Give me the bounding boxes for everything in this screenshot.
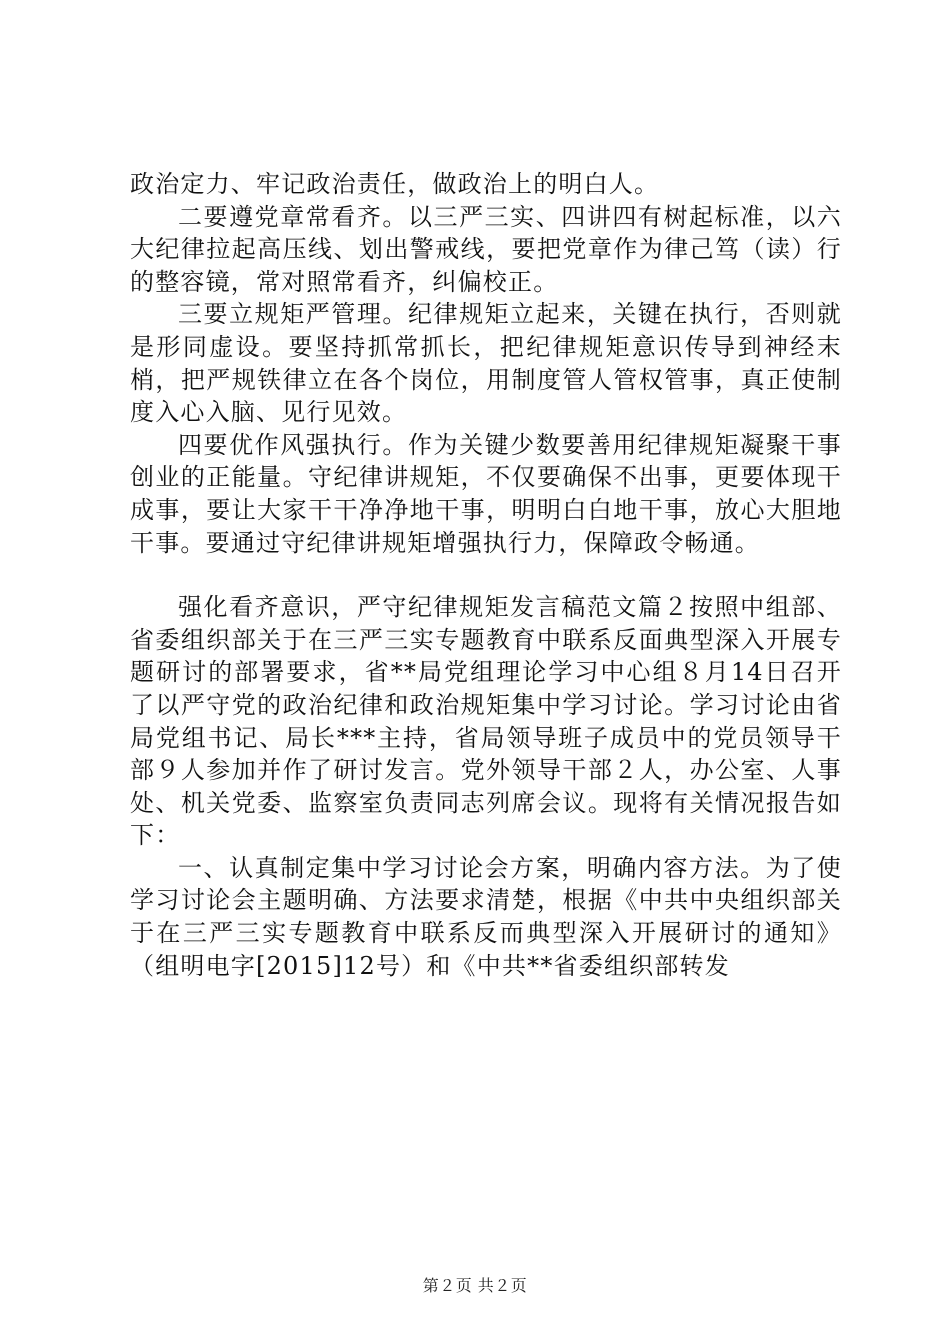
paragraph: 强化看齐意识，严守纪律规矩发言稿范文篇２按照中组部、省委组织部关于在三严三实专题教育中联系反面典型深入开展专题研讨的部署要求，省**局党组理论学习中心组８月14日召开了以严守党的政治纪律和政治规矩集中学习讨论。学习讨论由省局党组书记、局长***主持，省局领导班子成员中的党员领导干部９人参加并作了研讨发言。党外领导干部２人，办公室、人事处、机关党委、监察室负责同志列席会议。现将有关情况报告如下： [130, 593, 842, 850]
paragraph: 三要立规矩严管理。纪律规矩立起来，关键在执行，否则就是形同虚设。要坚持抓常抓长，把纪律规矩意识传导到神经末梢，把严规铁律立在各个岗位，用制度管人管权管事，真正使制度入心入脑、见行见效。 [130, 300, 842, 427]
paragraph: 政治定力、牢记政治责任，做政治上的明白人。 [130, 170, 660, 198]
paragraph: 一、认真制定集中学习讨论会方案，明确内容方法。为了使学习讨论会主题明确、方法要求清楚，根据《中共中央组织部关于在三严三实专题教育中联系反而典型深入开展研讨的通知》（组明电字[2015]12号）和《中共**省委组织部转发 [130, 853, 842, 980]
paragraph: 二要遵党章常看齐。以三严三实、四讲四有树起标准，以六大纪律拉起高压线、划出警戒线，要把党章作为律己笃（读）行的整容镜，常对照常看齐，纠偏校正。 [130, 202, 842, 296]
paragraph-spacer [130, 559, 842, 591]
paragraph: 四要优作风强执行。作为关键少数要善用纪律规矩凝聚干事创业的正能量。守纪律讲规矩，不仅要确保不出事，更要体现干成事，要让大家干干净净地干事，明明白白地干事，放心大胆地干事。要通过守纪律讲规矩增强执行力，保障政令畅通。 [130, 430, 842, 557]
page-footer: 第２页 共２页 [422, 1276, 528, 1295]
document-body [130, 168, 842, 982]
